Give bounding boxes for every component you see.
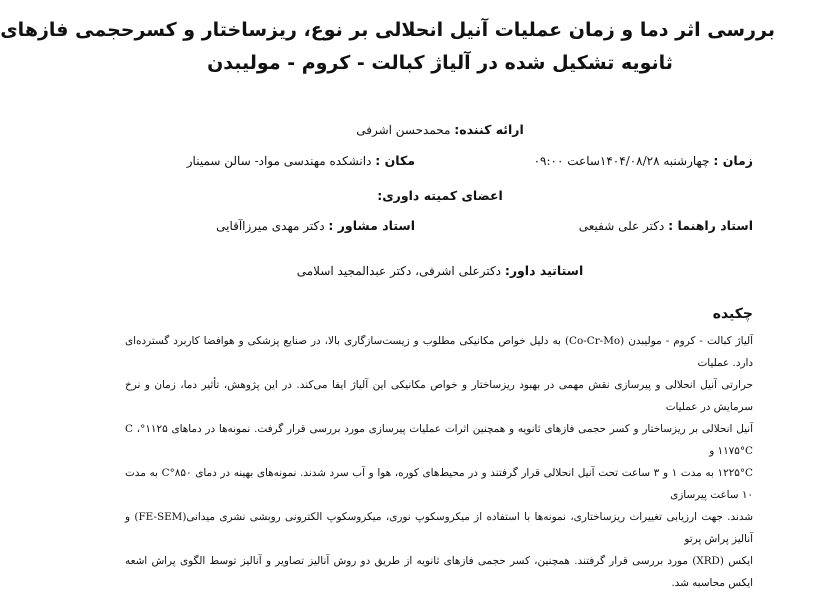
abstract-line: ۱۲۲۵°C به مدت ۱ و ۳ ساعت تحت آنیل انحلالی قرار گرفتند و در محیط‌های کوره، هوا و آب سرد شدند. نمونه‌های بهینه در دمای ۸۵۰°C به مدت ۱۰ ساعت پیرسازی [125, 467, 754, 501]
supervisor-row [579, 218, 753, 233]
place-label: مکان : [375, 153, 415, 168]
abstract-line: شدند. جهت ارزیابی تغییرات ریزساختاری، نمونه‌ها با استفاده از میکروسکوپ نوری، میکروسکوپ الکترونی روبشی نشری میدانی(FE-SEM) و آنالیز پراش پرتو [125, 511, 753, 545]
referees-label: استاتید داور: [504, 263, 584, 278]
thesis-title-line-2: ثانویه تشکیل شده در آلیاژ کبالت - کروم - مولیبدن [207, 52, 673, 74]
abstract-line: آنیل انحلالی بر ریزساختار و کسر حجمی فازهای ثانویه و همچنین اثرات عملیات پیرسازی مورد بررسی قرار گرفت. نمونه‌ها در دماهای ۱۱۲۵°C ، ۱۱۷۵°C و [125, 423, 753, 457]
time-label: زمان : [713, 153, 753, 168]
presenter-row [65, 122, 815, 137]
time-value: چهارشنبه ۱۴۰۴/۰۸/۲۸ساعت ۰۹:۰۰ [533, 154, 710, 168]
abstract-body [125, 330, 753, 594]
thesis-title [0, 14, 775, 80]
time-row [534, 153, 753, 168]
abstract-line: ایکس (XRD) مورد بررسی قرار گرفتند. همچنین، کسر حجمی فازهای ثانویه از طریق دو روش آنالیز تصاویر و آنالیز توسط الگوی پراش اشعه ایکس محاسبه شد. [125, 555, 753, 589]
advisor-label: استاد مشاور : [328, 218, 415, 233]
presenter-label: ارائه کننده: [454, 122, 524, 137]
advisor-row [216, 218, 415, 233]
advisor-name: دکتر مهدی میرزاآقایی [216, 219, 325, 233]
supervisor-name: دکتر علی شفیعی [578, 219, 665, 233]
thesis-title-line-1: بررسی اثر دما و زمان عملیات آنیل انحلالی بر نوع، ریزساختار و کسرحجمی فازهای [0, 19, 775, 41]
committee-heading: اعضای کمیته داوری: [377, 188, 503, 203]
abstract-line: آلیاژ کبالت - کروم - مولیبدن (Co-Cr-Mo) به دلیل خواص مکانیکی مطلوب و زیست‌سازگاری بالا، در صنایع پزشکی و هوافضا کاربرد گسترده‌ای دارد. عملیات [125, 335, 754, 369]
referees-names: دکترعلی اشرفی، دکتر عبدالمجید اسلامی [296, 264, 502, 278]
abstract-line: حرارتی آنیل انحلالی و پیرسازی نقش مهمی در بهبود ریزساختار و خواص مکانیکی این آلیاژ ایفا می‌کند. در این پژوهش، تأثیر دما، زمان و نرخ سرمایش در عملیات [125, 379, 753, 413]
committee-row [65, 188, 815, 203]
referees-row [65, 263, 815, 278]
presenter-name: محمدحسن اشرفی [356, 123, 451, 137]
place-value: دانشکده مهندسی مواد- سالن سمینار [186, 154, 372, 168]
place-row [187, 153, 415, 168]
abstract-heading: چکیده [712, 306, 753, 322]
supervisor-label: استاد راهنما : [668, 218, 753, 233]
